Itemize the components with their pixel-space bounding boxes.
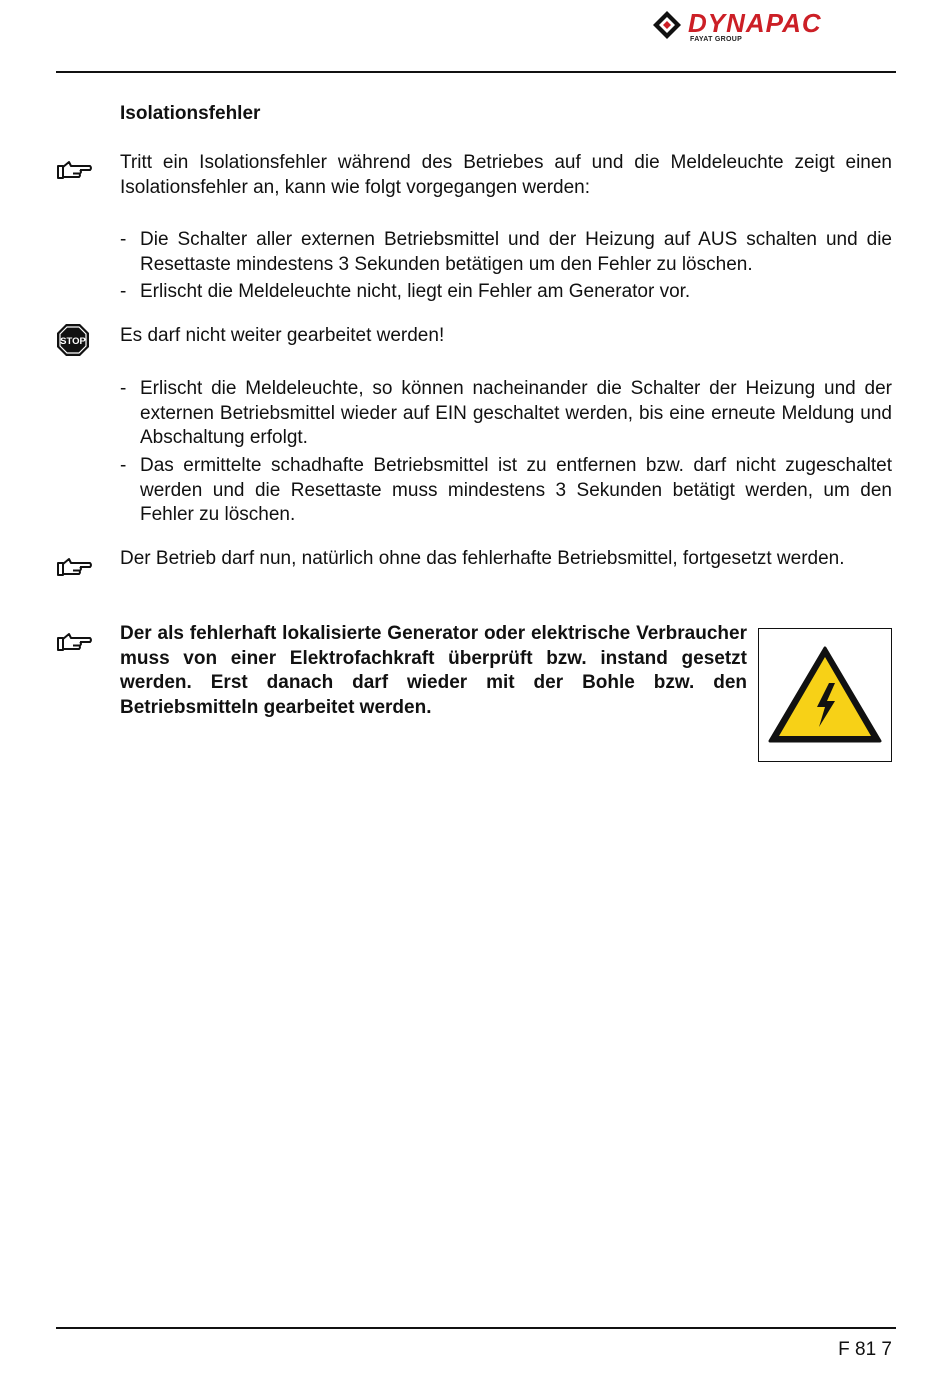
list-dash: - — [120, 229, 127, 250]
list-item: Erlischt die Meldeleuchte nicht, liegt ein Fehler am Generator vor. — [140, 281, 691, 302]
list-dash: - — [120, 378, 127, 399]
stop-sign-icon — [56, 323, 90, 357]
pointing-hand-icon — [56, 158, 94, 180]
list-dash: - — [120, 281, 127, 302]
list-item: Das ermittelte schadhafte Betriebsmittel ist zu entfernen bzw. darf nicht zugeschaltet werden und die Resettaste muss mindestens 3 Sekunden betätigt werden, um den Fehler zu löschen. — [140, 455, 892, 525]
warning-sign-box — [758, 628, 892, 762]
list-item: Die Schalter aller externen Betriebsmittel und der Heizung auf AUS schalten und die Resettaste mindestens 3 Sekunden betätigen um den Fehler zu löschen. — [140, 229, 892, 275]
section-title: Isolationsfehler — [120, 103, 261, 124]
list-item: Erlischt die Meldeleuchte, so können nacheinander die Schalter der Heizung und der externen Betriebsmittel wieder auf EIN geschaltet werden, bis eine erneute Meldung und Abschaltung erfolgt. — [140, 378, 892, 448]
logo-subtitle: FAYAT GROUP — [690, 36, 743, 43]
stop-sign-label: STOP — [60, 336, 86, 347]
logo-brand-text: DYNAPAC — [688, 8, 822, 38]
stop-text: Es darf nicht weiter gearbeitet werden! — [120, 325, 445, 346]
page-number: F 81 7 — [838, 1339, 892, 1360]
dynapac-logo — [652, 8, 900, 44]
dynapac-logo-mark-icon — [652, 10, 682, 40]
footer-rule — [56, 1327, 896, 1329]
electrical-hazard-icon — [767, 645, 883, 745]
list-dash: - — [120, 455, 127, 476]
warning-note: Der als fehlerhaft lokalisierte Generator oder elektrische Verbraucher muss von einer Elektrofachkraft überprüft bzw. instand gesetzt werden. Erst danach darf wieder mit der Bohle bzw. den Betriebsmitteln gearbeitet werden. — [120, 623, 747, 718]
pointing-hand-icon — [56, 630, 94, 652]
pointing-hand-icon — [56, 555, 94, 577]
intro-text: Tritt ein Isolationsfehler während des Betriebes auf und die Meldeleuchte zeigt einen Isolationsfehler an, kann wie folgt vorgegangen werden: — [120, 152, 892, 198]
header-rule — [56, 71, 896, 73]
continue-note: Der Betrieb darf nun, natürlich ohne das fehlerhafte Betriebsmittel, fortgesetzt werden. — [120, 548, 845, 569]
